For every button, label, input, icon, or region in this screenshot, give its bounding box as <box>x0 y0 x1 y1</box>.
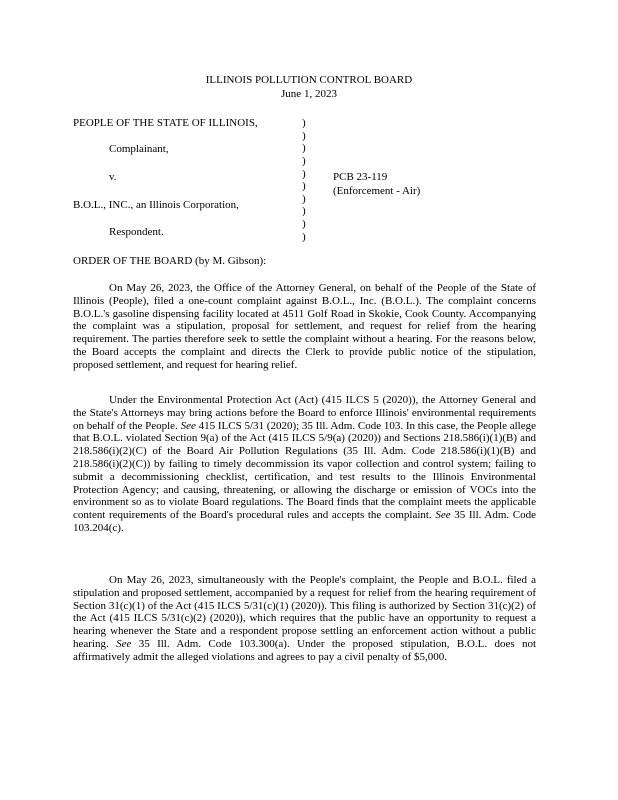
defendant-role: Respondent. <box>109 226 164 238</box>
board-title: ILLINOIS POLLUTION CONTROL BOARD <box>205 74 413 86</box>
plaintiff-name: PEOPLE OF THE STATE OF ILLINOIS, <box>73 117 258 129</box>
plaintiff-role: Complainant, <box>109 143 169 155</box>
paragraph-1: On May 26, 2023, the Office of the Attorney General, on behalf of the People of the State of Illinois (People), filed a one-count complaint against B.O.L., Inc. (B.O.L.). The complaint concerns B.O.L.'s gasoline dispensing facility located at 4511 Golf Road in Skokie, Cook County. Accompanying the complaint was a stipulation, proposal for settlement, and request for relief from the hearing requirement. The parties therefore seek to settle the complaint without a hearing. For the reasons below, the Board accepts the complaint and directs the Clerk to provide public notice of the stipulation, proposed settlement, and request for hearing relief. <box>73 282 536 371</box>
caption-parentheses: ) ) ) ) ) ) ) ) ) ) <box>302 117 306 243</box>
versus-label: v. <box>109 171 117 183</box>
case-type: (Enforcement - Air) <box>333 185 421 197</box>
case-number: PCB 23-119 <box>333 171 388 183</box>
order-date: June 1, 2023 <box>281 88 337 100</box>
order-heading: ORDER OF THE BOARD (by M. Gibson): <box>73 255 267 267</box>
paragraph-3: On May 26, 2023, simultaneously with the People's complaint, the People and B.O.L. filed a stipulation and proposed settlement, accompanied by a request for relief from the hearing requirement of Section 31(c)(1) of the Act (415 ILCS 5/31(c)(1) (2020)). This filing is authorized by Section 31(c)(2) of the Act (415 ILCS 5/31(c)(2) (2020)), which requires that the public have an opportunity to request a hearing whenever the State and a respondent propose settling an enforcement action without a public hearing. See 35 Ill. Adm. Code 103.300(a). Under the proposed stipulation, B.O.L. does not affirmatively admit the alleged violations and agrees to pay a civil penalty of $5,000. <box>73 574 537 663</box>
defendant-name: B.O.L., INC., an Illinois Corporation, <box>73 199 239 211</box>
paragraph-2: Under the Environmental Protection Act (Act) (415 ILCS 5 (2020)), the Attorney General and the State's Attorneys may bring actions before the Board to enforce Illinois' environmental requirements on behalf of the People. See 415 ILCS 5/31 (2020); 35 Ill. Adm. Code 103. In this case, the People allege that B.O.L. violated Section 9(a) of the Act (415 ILCS 5/9(a) (2020)) and Sections 218.586(i)(1)(B) and 218.586(i)(2)(C) of the Board Air Pollution Regulations (35 Ill. Adm. Code 218.586(i)(1)(B) and 218.586(i)(2)(C)) by failing to timely decommission its vapor collection and control system; failing to submit a decommissioning checklist, certification, and test results to the Illinois Environmental Protection Agency; and causing, threatening, or allowing the discharge or emission of VOCs into the environment so as to violate Board regulations. The Board finds that the complaint meets the applicable content requirements of the Board's procedural rules and accepts the complaint. See 35 Ill. Adm. Code 103.204(c). <box>73 394 537 534</box>
